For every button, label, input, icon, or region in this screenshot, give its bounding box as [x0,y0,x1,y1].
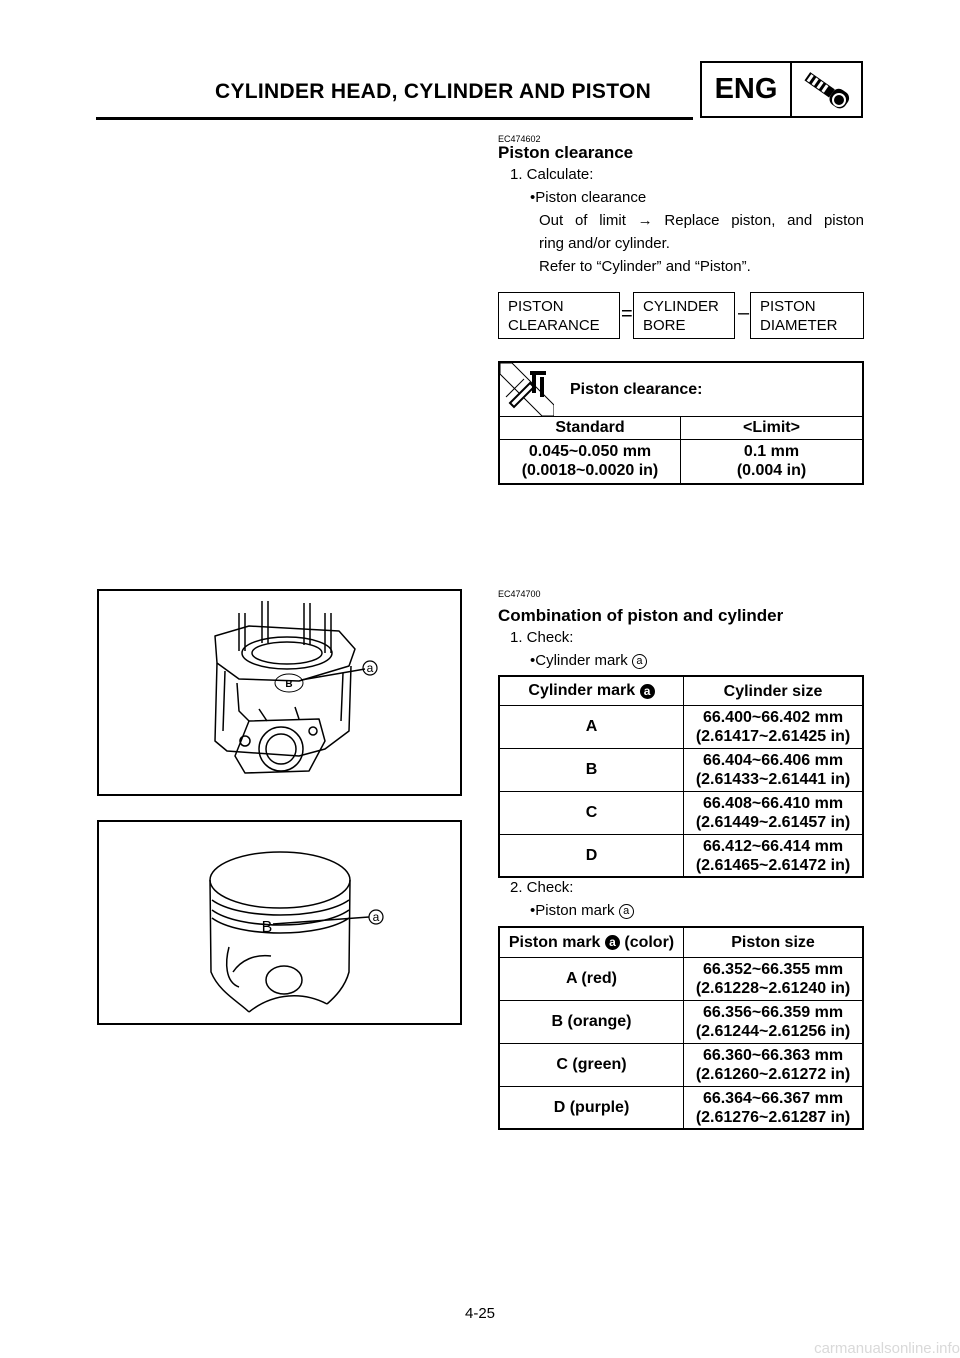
section-code: EC474602 [498,134,541,144]
size-in: (2.61417~2.61425 in) [695,728,851,745]
formula-text: DIAMETER [760,317,838,334]
table-header: Cylinder size [723,682,823,700]
spec-standard-in: (0.0018~0.0020 in) [521,462,659,479]
table-header [500,928,684,957]
caliper-icon [500,363,554,416]
table-header: Piston size [731,934,815,951]
size-mm: 66.412~66.414 mm [702,837,844,855]
section-badge [700,61,863,118]
size-mm: 66.360~66.363 mm [702,1047,844,1064]
page-header-title: CYLINDER HEAD, CYLINDER AND PISTON [215,80,652,103]
table-header-text: Piston mark [508,933,601,951]
bullet-text: Piston clearance [535,189,647,206]
bullet-text: Cylinder mark [535,652,628,669]
table-row [500,1043,862,1086]
cylinder-mark-letter: B [285,679,293,690]
bullet-text: Piston mark [535,902,615,919]
bullet-dot: • [530,652,536,669]
piston-size [684,1044,862,1086]
size-mm: 66.352~66.355 mm [702,961,844,978]
piston-mark-letter: B [261,919,273,936]
table-header-suffix: (color) [624,933,675,951]
cylinder-mark: C [500,792,684,834]
size-mm: 66.364~66.367 mm [702,1089,844,1107]
table-row [500,791,862,834]
bullet-item [530,652,647,669]
page-number: 4-25 [464,1305,496,1322]
table-header [500,677,684,705]
formula-text: PISTON [508,298,564,315]
piston-size [684,958,862,1000]
formula-text: BORE [643,317,686,334]
formula-operator: – [738,302,750,324]
piston-size [684,1001,862,1043]
formula-operator: = [621,303,633,325]
size-in: (2.61228~2.61240 in) [695,980,851,997]
bullet-item [530,189,646,206]
mark-a-symbol: a [640,684,655,699]
spec-divider [500,439,862,440]
step-text: 1. Check: [510,629,574,646]
piston-mark: A (red) [500,958,684,1000]
cylinder-illustration [97,589,462,796]
piston-illustration [97,820,462,1025]
header-rule [96,117,693,120]
table-row [500,748,862,791]
table-header-row [500,928,862,957]
cylinder-size [684,706,862,748]
table-row [500,705,862,748]
size-mm: 66.408~66.410 mm [702,795,844,812]
bullet-dot: • [530,902,536,919]
spec-col-limit: <Limit> [743,419,800,436]
bullet-item [530,902,634,919]
size-in: (2.61433~2.61441 in) [695,771,851,788]
table-row [500,1086,862,1128]
mark-a-symbol: a [619,904,634,919]
table-header-text: Cylinder mark [528,682,636,699]
size-mm: 66.400~66.402 mm [702,709,844,726]
cylinder-size [684,792,862,834]
section-heading: Combination of piston and cylinder [498,606,784,625]
formula-text: CLEARANCE [508,317,600,334]
cylinder-mark: B [500,749,684,791]
instruction-line: Out of limit → Replace piston, and piston [539,212,864,229]
formula-box-clearance [498,292,620,339]
formula-box-bore [633,292,735,339]
wrench-icon [792,63,861,116]
cylinder-size [684,749,862,791]
table-row [500,957,862,1000]
spec-title: Piston clearance: [570,381,703,398]
size-in: (2.61465~2.61472 in) [695,856,851,874]
table-header-row [500,677,862,705]
spec-col-standard: Standard [555,419,625,436]
step-text: 2. Check: [510,879,574,896]
instruction-line: ring and/or cylinder. [539,235,670,252]
piston-size-table [498,926,864,1130]
size-mm: 66.404~66.406 mm [702,752,844,769]
cylinder-mark: D [500,835,684,876]
size-in: (2.61449~2.61457 in) [695,814,851,831]
spec-limit-in: (0.004 in) [736,462,807,479]
piston-mark: C (green) [500,1044,684,1086]
table-row [500,834,862,876]
section-label: ENG [702,63,792,116]
spec-box [498,361,864,485]
size-mm: 66.356~66.359 mm [702,1004,844,1021]
mark-a-symbol: a [632,654,647,669]
size-in: (2.61276~2.61287 in) [695,1108,851,1126]
table-row [500,1000,862,1043]
cylinder-mark: A [500,706,684,748]
cylinder-callout: a [366,661,374,675]
spec-standard-mm: 0.045~0.050 mm [528,443,652,460]
spec-limit-mm: 0.1 mm [743,443,800,460]
size-in: (2.61260~2.61272 in) [695,1066,851,1083]
piston-callout: a [372,910,380,924]
section-code: EC474700 [498,589,541,599]
bullet-dot: • [530,189,536,206]
formula-text: PISTON [760,298,816,315]
instruction-line: Refer to “Cylinder” and “Piston”. [539,258,751,275]
spec-header [500,363,862,417]
section-heading: Piston clearance [498,143,634,162]
watermark: carmanualsonline.info [814,1340,960,1357]
formula-text: CYLINDER [643,298,719,315]
step-text: 1. Calculate: [510,166,594,183]
piston-mark: B (orange) [500,1001,684,1043]
cylinder-size-table [498,675,864,878]
cylinder-size [684,835,862,876]
piston-mark: D (purple) [500,1087,684,1128]
mark-a-symbol: a [605,935,620,950]
piston-size [684,1087,862,1128]
formula-box-diameter [750,292,864,339]
size-in: (2.61244~2.61256 in) [695,1023,851,1040]
